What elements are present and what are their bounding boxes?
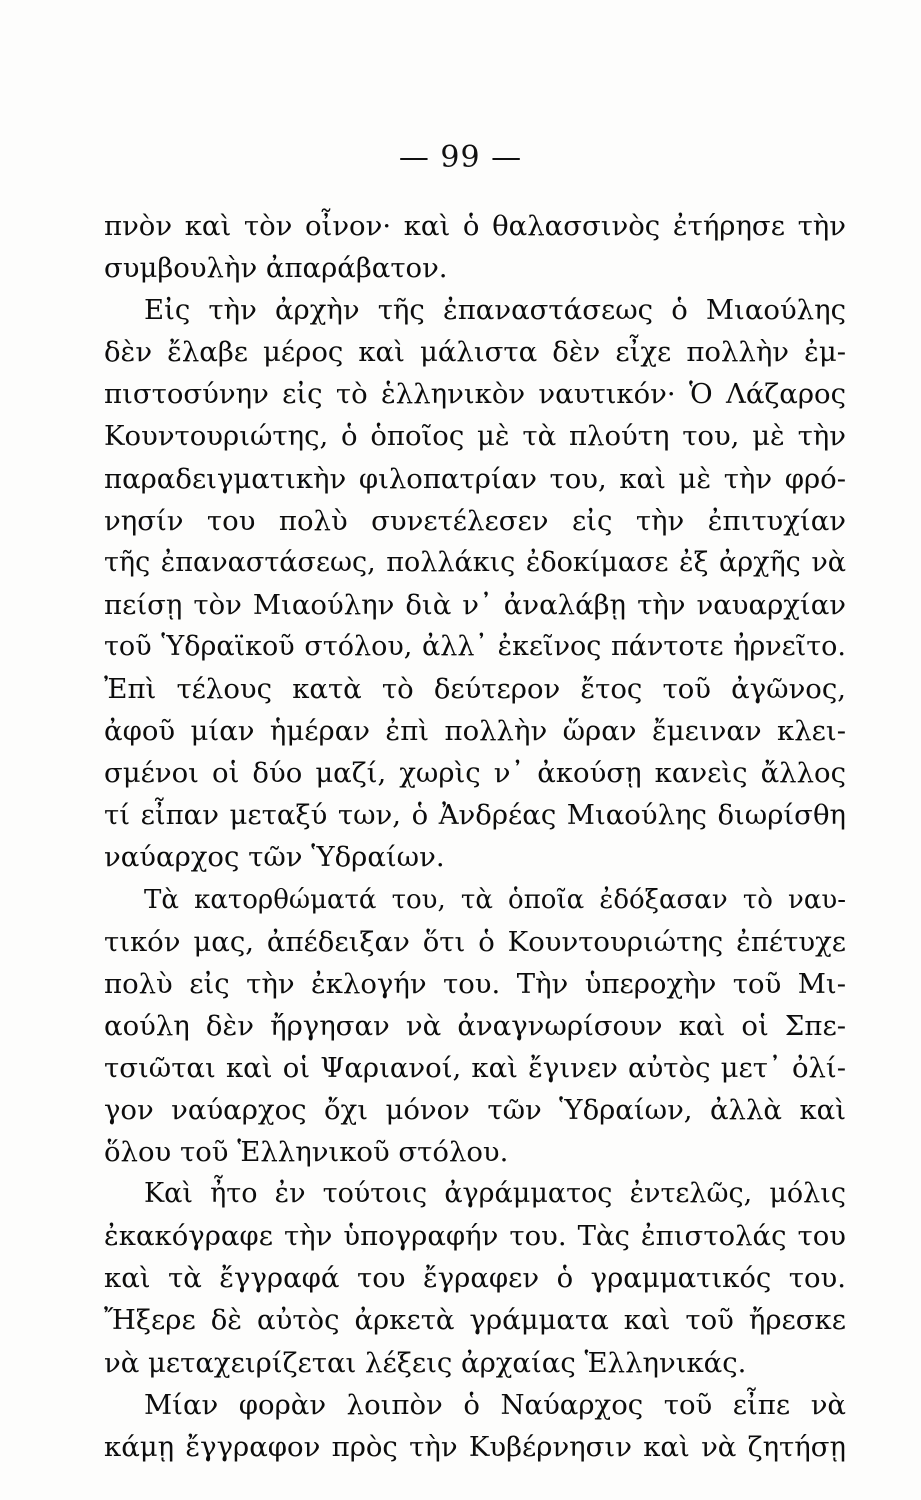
text-line: συμβουλὴν ἀπαράβατον.	[104, 252, 448, 285]
text-line: Τὰ κατορθώματά του, τὰ ὁποῖα ἐδόξασαν τὸ ναυ-	[144, 884, 846, 915]
text-line: ἀφοῦ μίαν ἡμέραν ἐπὶ πολλὴν ὥραν ἔμειναν κλει-	[104, 715, 846, 748]
text-line: ναύαρχος τῶν Ὑδραίων.	[104, 841, 445, 874]
text-line: καὶ τὰ ἔγγραφά του ἔγραφεν ὁ γραμματικός του.	[104, 1262, 846, 1295]
text-line: νὰ μεταχειρίζεται λέξεις ἀρχαίας Ἑλληνικάς.	[104, 1346, 747, 1379]
text-line: πιστοσύνην εἰς τὸ ἑλληνικὸν ναυτικόν· Ὁ Λάζαρος	[104, 378, 846, 411]
text-line: Ἤξερε δὲ αὐτὸς ἀρκετὰ γράμματα καὶ τοῦ ἤρεσκε	[104, 1304, 846, 1337]
text-line: Ἐπὶ τέλους κατὰ τὸ δεύτερον ἔτος τοῦ ἀγῶνος,	[104, 673, 846, 706]
text-line: πολὺ εἰς τὴν ἐκλογήν του. Τὴν ὑπεροχὴν τοῦ Μι-	[104, 967, 846, 1000]
text-line: τικόν μας, ἀπέδειξαν ὅτι ὁ Κουντουριώτης ἐπέτυχε	[104, 925, 846, 958]
page-number-header: — 99 —	[398, 140, 523, 175]
text-line: πνὸν καὶ τὸν οἶνον· καὶ ὁ θαλασσινὸς ἐτήρησε τὴν	[104, 210, 846, 242]
text-line: σμένοι οἱ δύο μαζί, χωρὶς ν᾿ ἀκούσῃ κανεὶς ἄλλος	[104, 757, 846, 790]
text-line: Κουντουριώτης, ὁ ὁποῖος μὲ τὰ πλούτη του, μὲ τὴν	[104, 420, 846, 453]
text-line: παραδειγματικὴν φιλοπατρίαν του, καὶ μὲ τὴν φρό-	[104, 462, 846, 495]
text-line: κάμῃ ἔγγραφον πρὸς τὴν Κυβέρνησιν καὶ νὰ ζητήσῃ	[104, 1430, 846, 1463]
text-line: τοῦ Ὑδραϊκοῦ στόλου, ἀλλ᾿ ἐκεῖνος πάντοτε ἠρνεῖτο.	[104, 630, 846, 662]
text-line: αούλη δὲν ἤργησαν νὰ ἀναγνωρίσουν καὶ οἱ Σπε-	[104, 1009, 846, 1042]
text-line: ὅλου τοῦ Ἑλληνικοῦ στόλου.	[104, 1136, 509, 1169]
text-line: πείσῃ τὸν Μιαούλην διὰ ν᾿ ἀναλάβῃ τὴν ναυαρχίαν	[104, 588, 846, 621]
body-text	[104, 205, 846, 1468]
text-line: τῆς ἐπαναστάσεως, πολλάκις ἐδοκίμασε ἐξ ἀρχῆς νὰ	[104, 546, 846, 578]
text-line: δὲν ἔλαβε μέρος καὶ μάλιστα δὲν εἶχε πολλὴν ἐμ-	[104, 336, 846, 369]
text-line: Καὶ ἦτο ἐν τούτοις ἀγράμματος ἐντελῶς, μόλις	[144, 1178, 846, 1210]
text-line: Εἰς τὴν ἀρχὴν τῆς ἐπαναστάσεως ὁ Μιαούλης	[144, 294, 846, 327]
text-line: νησίν του πολὺ συνετέλεσεν εἰς τὴν ἐπιτυχίαν	[104, 504, 846, 537]
text-line: τί εἶπαν μεταξύ των, ὁ Ἀνδρέας Μιαούλης διωρίσθη	[104, 799, 846, 832]
text-line: ἐκακόγραφε τὴν ὑπογραφήν του. Τὰς ἐπιστολάς του	[104, 1220, 846, 1253]
text-line: Μίαν φορὰν λοιπὸν ὁ Ναύαρχος τοῦ εἶπε νὰ	[144, 1388, 846, 1421]
text-line: γον ναύαρχος ὄχι μόνον τῶν Ὑδραίων, ἀλλὰ καὶ	[104, 1093, 846, 1126]
text-line: τσιῶται καὶ οἱ Ψαριανοί, καὶ ἔγινεν αὐτὸς μετ᾿ ὀλί-	[104, 1051, 846, 1084]
